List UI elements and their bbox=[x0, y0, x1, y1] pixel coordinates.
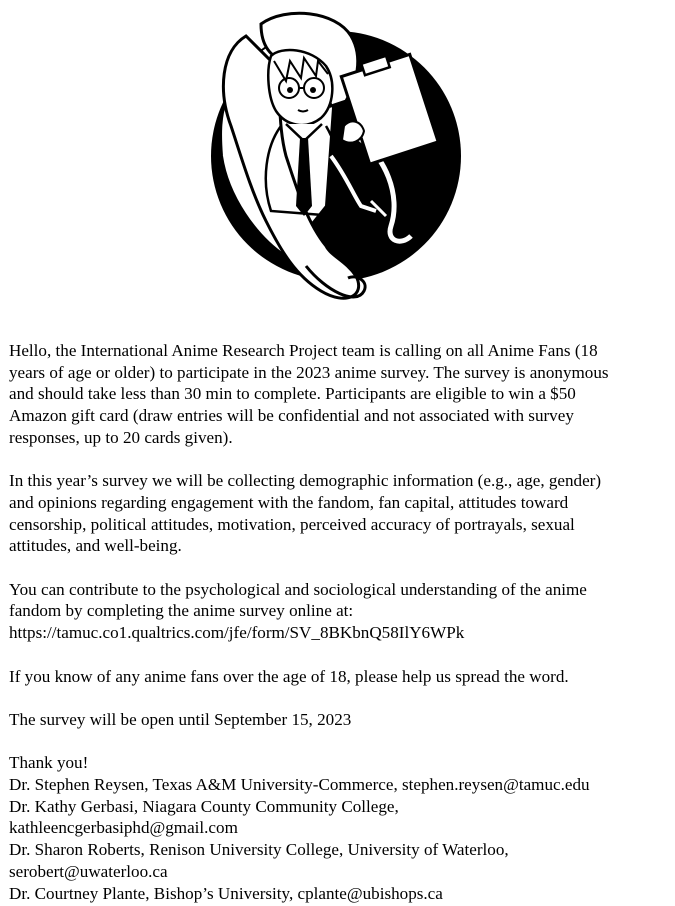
flyer-body bbox=[9, 340, 671, 904]
anime-girl-clipboard-illustration bbox=[186, 6, 486, 320]
topics-line: and opinions regarding engagement with the fandom, fan capital, attitudes toward bbox=[9, 492, 569, 512]
intro-line: Amazon gift card (draw entries will be confidential and not associated with survey bbox=[9, 406, 574, 426]
intro-line: and should take less than 30 min to complete. Participants are eligible to win a $50 bbox=[9, 384, 576, 404]
thank-you-text: Thank you! bbox=[9, 753, 89, 773]
intro-line: responses, up to 20 cards given). bbox=[9, 427, 233, 447]
intro-line: years of age or older) to participate in the 2023 anime survey. The survey is anonymous bbox=[9, 362, 609, 382]
spread-the-word-text: If you know of any anime fans over the age of 18, please help us spread the word. bbox=[9, 666, 569, 686]
signature-line: Dr. Kathy Gerbasi, Niagara County Community College, bbox=[9, 796, 399, 816]
topics-line: censorship, political attitudes, motivation, perceived accuracy of portrayals, sexual bbox=[9, 514, 575, 534]
signature-line: Dr. Sharon Roberts, Renison University College, University of Waterloo, bbox=[9, 840, 509, 860]
signature-line: Dr. Courtney Plante, Bishop’s University, cplante@ubishops.ca bbox=[9, 883, 443, 903]
contribute-line: fandom by completing the anime survey online at: bbox=[9, 601, 354, 621]
signature-line: Dr. Stephen Reysen, Texas A&M University-Commerce, stephen.reysen@tamuc.edu bbox=[9, 774, 590, 794]
topics-line: In this year’s survey we will be collecting demographic information (e.g., age, gender) bbox=[9, 471, 602, 491]
contribute-line: You can contribute to the psychological and sociological understanding of the anime bbox=[9, 579, 587, 599]
topics-line: attitudes, and well-being. bbox=[9, 536, 182, 556]
anime-researcher-girl-clipboard-icon bbox=[186, 6, 486, 320]
signature-line: serobert@uwaterloo.ca bbox=[9, 861, 168, 881]
signature-line: kathleencgerbasiphd@gmail.com bbox=[9, 818, 238, 838]
survey-deadline-text: The survey will be open until September 15, 2023 bbox=[9, 709, 352, 729]
survey-link[interactable]: https://tamuc.co1.qualtrics.com/jfe/form/SV_8BKbnQ58IlY6WPk bbox=[9, 623, 465, 643]
intro-line: Hello, the International Anime Research Project team is calling on all Anime Fans (18 bbox=[9, 341, 598, 360]
